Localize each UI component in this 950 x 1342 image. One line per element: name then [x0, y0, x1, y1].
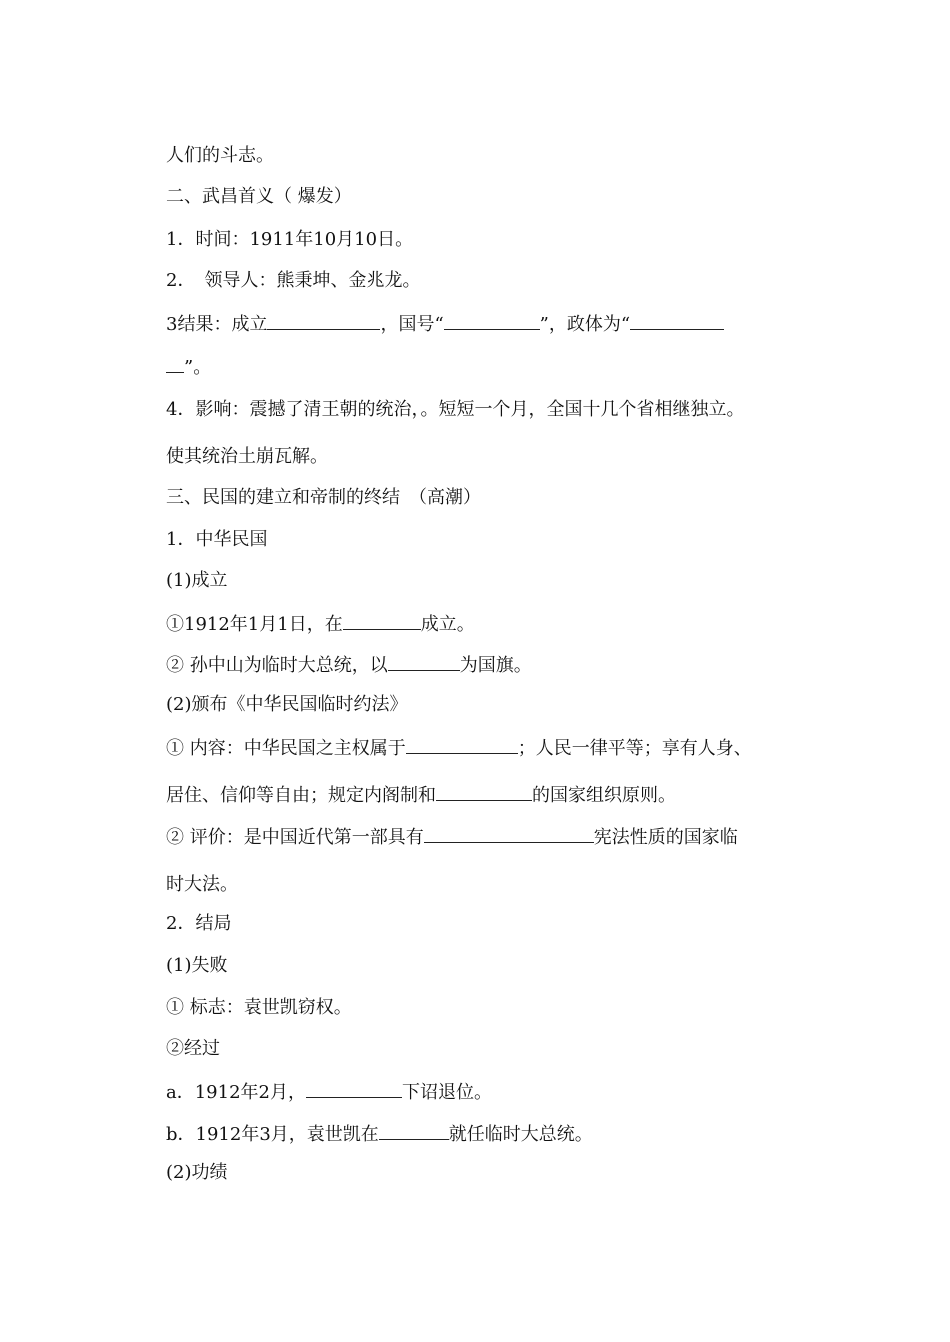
- text-line: [166, 145, 274, 167]
- heading-text: 三、民国的建立和帝制的终结 （高潮）: [166, 487, 481, 508]
- text-line-with-blanks: [166, 783, 676, 807]
- section-heading-wuchang: [166, 186, 352, 208]
- text-line: [166, 1162, 228, 1184]
- fill-blank: [424, 825, 594, 843]
- text-line: [166, 1038, 220, 1060]
- line-text: ；人民一律平等；享有人身、: [517, 738, 752, 759]
- line-text: 2． 领导人：熊秉坤、金兆龙。: [166, 270, 421, 291]
- fill-blank: [630, 312, 724, 330]
- line-text: (1)失败: [166, 955, 228, 976]
- text-line: [166, 399, 744, 421]
- line-text: 的国家组织原则。: [532, 785, 676, 806]
- text-line: [166, 694, 408, 716]
- heading-text: 二、武昌首义（ 爆发）: [166, 186, 352, 207]
- text-line-with-blanks: [166, 355, 211, 379]
- text-line: [166, 955, 228, 977]
- text-line: [166, 446, 328, 468]
- line-text: 就任临时大总统。: [448, 1124, 593, 1145]
- text-line: [166, 529, 267, 551]
- line-text: ① 标志：袁世凯窃权。: [166, 997, 352, 1018]
- line-text: 1．时间：1911年10月10日。: [166, 229, 414, 250]
- text-line-with-blanks: [166, 612, 475, 636]
- line-text: ”。: [184, 357, 212, 378]
- heading-text: 2．结局: [166, 913, 232, 934]
- line-text: ② 孙中山为临时大总统，以: [166, 655, 388, 676]
- text-line: [166, 570, 228, 592]
- line-text: ② 评价：是中国近代第一部具有: [166, 827, 424, 848]
- line-text: 成立。: [420, 614, 475, 635]
- text-line-with-blanks: [166, 312, 724, 336]
- fill-blank: [379, 1122, 449, 1140]
- line-text: 4．影响：震撼了清王朝的统治，。短短一个月，全国十几个省相继独立。: [166, 399, 745, 420]
- text-line: [166, 997, 352, 1019]
- line-text: 1．中华民国: [166, 529, 268, 550]
- text-line-with-blanks: [166, 1122, 593, 1146]
- line-text: 人们的斗志。: [166, 145, 274, 166]
- line-text: ”，政体为“: [539, 314, 631, 335]
- text-line-with-blanks: [166, 1080, 492, 1104]
- fill-blank: [444, 312, 540, 330]
- line-text: 宪法性质的国家临: [593, 827, 738, 848]
- section-heading-republic: [166, 487, 481, 509]
- fill-blank: [406, 736, 518, 754]
- fill-blank: [388, 653, 460, 671]
- line-text: 时大法。: [166, 874, 238, 895]
- line-text: b．1912年3月，袁世凯在: [166, 1124, 379, 1145]
- line-text: (2)功绩: [166, 1162, 228, 1183]
- text-line-with-blanks: [166, 653, 532, 677]
- line-text: (2)颁布《中华民国临时约法》: [166, 694, 408, 715]
- line-text: (1)成立: [166, 570, 228, 591]
- text-line: [166, 270, 420, 292]
- line-text: 为国旗。: [459, 655, 532, 676]
- fill-blank: [267, 312, 380, 330]
- line-text: 3结果：成立: [166, 314, 268, 335]
- line-text: 下诏退位。: [402, 1082, 492, 1103]
- text-line: [166, 229, 413, 251]
- line-text: ，国号“: [380, 314, 444, 335]
- line-text: ②经过: [166, 1038, 220, 1059]
- line-text: a．1912年2月，: [166, 1082, 306, 1103]
- line-text: ①1912年1月1日，在: [166, 614, 343, 635]
- line-text: ① 内容：中华民国之主权属于: [166, 738, 406, 759]
- text-line-with-blanks: [166, 736, 752, 760]
- fill-blank: [306, 1080, 402, 1098]
- fill-blank: [436, 783, 532, 801]
- fill-blank: [343, 612, 421, 630]
- fill-blank: [166, 355, 184, 373]
- line-text: 使其统治土崩瓦解。: [166, 446, 328, 467]
- text-line-with-blanks: [166, 825, 738, 849]
- section-heading-outcome: [166, 913, 231, 935]
- line-text: 居住、信仰等自由；规定内阁制和: [166, 785, 436, 806]
- text-line: [166, 874, 238, 896]
